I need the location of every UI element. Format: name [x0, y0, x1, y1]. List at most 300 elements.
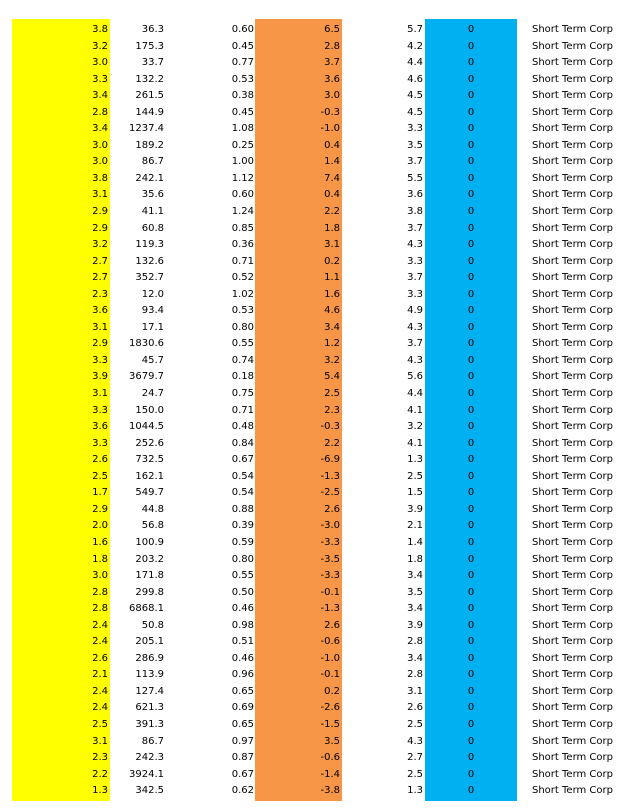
col-d-cell: 3.4 — [324, 321, 340, 333]
col-a-cell: 2.9 — [92, 503, 108, 515]
table-row — [0, 237, 636, 254]
col-d-cell: 3.5 — [324, 735, 340, 747]
col-b-cell: 261.5 — [135, 90, 164, 102]
col-g-cell: Short Term Corp — [532, 785, 613, 797]
col-b-cell: 203.2 — [135, 553, 164, 565]
col-a-cell: 1.8 — [92, 553, 108, 565]
col-c-cell: 0.50 — [231, 586, 254, 598]
col-f-cell: 0 — [467, 785, 475, 797]
col-f-cell: 0 — [467, 454, 475, 466]
col-c-cell: 1.08 — [231, 123, 254, 135]
col-a-cell: 3.8 — [92, 24, 108, 35]
col-d-cell: -1.4 — [320, 768, 340, 780]
col-b-cell: 342.5 — [135, 785, 164, 797]
col-f-cell: 0 — [467, 371, 475, 383]
col-e-cell: 3.7 — [407, 338, 423, 350]
col-c-cell: 0.18 — [231, 371, 254, 383]
table-row — [0, 700, 636, 717]
col-e-cell: 4.5 — [407, 106, 423, 118]
col-d-cell: -0.6 — [320, 636, 340, 648]
col-a-cell: 2.9 — [92, 206, 108, 218]
col-b-cell: 549.7 — [135, 487, 164, 499]
col-d-cell: 1.1 — [324, 272, 340, 284]
col-e-cell: 4.2 — [407, 40, 423, 52]
col-e-cell: 3.4 — [407, 603, 423, 615]
col-c-cell: 0.77 — [231, 57, 254, 69]
col-d-cell: 7.4 — [324, 172, 340, 184]
table-row — [0, 717, 636, 734]
col-f-cell: 0 — [467, 702, 475, 714]
col-e-cell: 3.2 — [407, 421, 423, 433]
col-d-cell: -0.3 — [320, 106, 340, 118]
col-c-cell: 0.97 — [231, 735, 254, 747]
col-b-cell: 119.3 — [135, 239, 164, 251]
col-a-cell: 2.6 — [92, 652, 108, 664]
col-g-cell: Short Term Corp — [532, 685, 613, 697]
col-a-cell: 3.2 — [92, 239, 108, 251]
col-c-cell: 0.80 — [231, 553, 254, 565]
col-c-cell: 0.96 — [231, 669, 254, 681]
col-b-cell: 162.1 — [135, 470, 164, 482]
col-a-cell: 3.6 — [92, 305, 108, 317]
col-e-cell: 2.5 — [407, 718, 423, 730]
col-c-cell: 0.46 — [231, 603, 254, 615]
col-g-cell: Short Term Corp — [532, 437, 613, 449]
col-c-cell: 0.67 — [231, 768, 254, 780]
col-f-cell: 0 — [467, 189, 475, 201]
col-f-cell: 0 — [467, 222, 475, 234]
col-f-cell: 0 — [467, 570, 475, 582]
col-d-cell: -2.6 — [320, 702, 340, 714]
col-d-cell: 3.1 — [324, 239, 340, 251]
col-b-cell: 252.6 — [135, 437, 164, 449]
col-a-cell: 1.6 — [92, 536, 108, 548]
table-row — [0, 585, 636, 602]
col-f-cell: 0 — [467, 718, 475, 730]
col-e-cell: 4.6 — [407, 73, 423, 85]
col-f-cell: 0 — [467, 90, 475, 102]
col-d-cell: -0.6 — [320, 752, 340, 764]
col-b-cell: 242.1 — [135, 172, 164, 184]
col-f-cell: 0 — [467, 437, 475, 449]
col-f-cell: 0 — [467, 669, 475, 681]
col-e-cell: 3.1 — [407, 685, 423, 697]
col-f-cell: 0 — [467, 652, 475, 664]
col-g-cell: Short Term Corp — [532, 718, 613, 730]
col-g-cell: Short Term Corp — [532, 388, 613, 400]
table-row — [0, 403, 636, 420]
col-f-cell: 0 — [467, 520, 475, 532]
table-row — [0, 750, 636, 767]
col-d-cell: -0.1 — [320, 669, 340, 681]
col-a-cell: 2.6 — [92, 454, 108, 466]
table-row — [0, 734, 636, 751]
col-g-cell: Short Term Corp — [532, 586, 613, 598]
col-b-cell: 127.4 — [135, 685, 164, 697]
col-d-cell: 1.6 — [324, 288, 340, 300]
col-b-cell: 299.8 — [135, 586, 164, 598]
col-e-cell: 3.3 — [407, 123, 423, 135]
col-a-cell: 3.1 — [92, 321, 108, 333]
col-e-cell: 3.6 — [407, 189, 423, 201]
col-e-cell: 2.5 — [407, 768, 423, 780]
col-d-cell: -3.0 — [320, 520, 340, 532]
table-row — [0, 204, 636, 221]
col-b-cell: 352.7 — [135, 272, 164, 284]
col-g-cell: Short Term Corp — [532, 636, 613, 648]
col-f-cell: 0 — [467, 139, 475, 151]
table-row — [0, 485, 636, 502]
col-a-cell: 3.4 — [92, 123, 108, 135]
col-b-cell: 6868.1 — [129, 603, 164, 615]
col-f-cell: 0 — [467, 752, 475, 764]
col-e-cell: 1.8 — [407, 553, 423, 565]
col-f-cell: 0 — [467, 57, 475, 69]
table-row — [0, 651, 636, 668]
col-d-cell: -0.3 — [320, 421, 340, 433]
table-row — [0, 154, 636, 171]
table-row — [0, 369, 636, 386]
col-e-cell: 2.6 — [407, 702, 423, 714]
col-f-cell: 0 — [467, 338, 475, 350]
col-e-cell: 4.5 — [407, 90, 423, 102]
col-b-cell: 189.2 — [135, 139, 164, 151]
col-d-cell: -3.5 — [320, 553, 340, 565]
col-f-cell: 0 — [467, 24, 475, 35]
table-row — [0, 667, 636, 684]
col-d-cell: 3.0 — [324, 90, 340, 102]
col-c-cell: 0.51 — [231, 636, 254, 648]
col-e-cell: 1.4 — [407, 536, 423, 548]
col-a-cell: 3.0 — [92, 570, 108, 582]
col-c-cell: 0.45 — [231, 106, 254, 118]
col-b-cell: 24.7 — [141, 388, 164, 400]
col-a-cell: 2.9 — [92, 338, 108, 350]
col-g-cell: Short Term Corp — [532, 454, 613, 466]
col-b-cell: 41.1 — [141, 206, 164, 218]
col-b-cell: 100.9 — [135, 536, 164, 548]
table-row — [0, 270, 636, 287]
col-b-cell: 1044.5 — [129, 421, 164, 433]
table-row — [0, 55, 636, 72]
col-e-cell: 3.9 — [407, 503, 423, 515]
col-f-cell: 0 — [467, 172, 475, 184]
col-g-cell: Short Term Corp — [532, 24, 613, 35]
col-c-cell: 0.65 — [231, 685, 254, 697]
col-c-cell: 0.48 — [231, 421, 254, 433]
table-row — [0, 105, 636, 122]
table-row — [0, 535, 636, 552]
col-e-cell: 5.5 — [407, 172, 423, 184]
table-row — [0, 452, 636, 469]
col-f-cell: 0 — [467, 603, 475, 615]
col-g-cell: Short Term Corp — [532, 354, 613, 366]
col-f-cell: 0 — [467, 536, 475, 548]
col-b-cell: 3679.7 — [129, 371, 164, 383]
col-g-cell: Short Term Corp — [532, 288, 613, 300]
col-c-cell: 0.60 — [231, 189, 254, 201]
col-f-cell: 0 — [467, 388, 475, 400]
col-a-cell: 3.9 — [92, 371, 108, 383]
col-f-cell: 0 — [467, 421, 475, 433]
col-c-cell: 0.55 — [231, 570, 254, 582]
col-a-cell: 1.7 — [92, 487, 108, 499]
col-e-cell: 2.5 — [407, 470, 423, 482]
table-row — [0, 353, 636, 370]
col-c-cell: 0.54 — [231, 487, 254, 499]
col-f-cell: 0 — [467, 685, 475, 697]
col-d-cell: 3.2 — [324, 354, 340, 366]
col-a-cell: 2.4 — [92, 702, 108, 714]
col-c-cell: 0.53 — [231, 73, 254, 85]
col-f-cell: 0 — [467, 636, 475, 648]
col-d-cell: 0.2 — [324, 685, 340, 697]
table-row — [0, 22, 636, 39]
table-row — [0, 336, 636, 353]
table-row — [0, 568, 636, 585]
table-row — [0, 618, 636, 635]
col-a-cell: 3.8 — [92, 172, 108, 184]
col-e-cell: 2.8 — [407, 636, 423, 648]
table-row — [0, 634, 636, 651]
col-e-cell: 4.1 — [407, 404, 423, 416]
col-g-cell: Short Term Corp — [532, 106, 613, 118]
col-a-cell: 2.4 — [92, 685, 108, 697]
col-b-cell: 205.1 — [135, 636, 164, 648]
col-e-cell: 1.3 — [407, 785, 423, 797]
col-c-cell: 0.84 — [231, 437, 254, 449]
col-e-cell: 3.5 — [407, 586, 423, 598]
col-g-cell: Short Term Corp — [532, 189, 613, 201]
col-a-cell: 3.1 — [92, 189, 108, 201]
data-table — [0, 22, 636, 800]
col-d-cell: 2.5 — [324, 388, 340, 400]
col-g-cell: Short Term Corp — [532, 536, 613, 548]
col-b-cell: 36.3 — [141, 24, 164, 35]
col-a-cell: 3.3 — [92, 354, 108, 366]
col-d-cell: -1.3 — [320, 603, 340, 615]
col-f-cell: 0 — [467, 73, 475, 85]
col-e-cell: 2.1 — [407, 520, 423, 532]
col-a-cell: 2.0 — [92, 520, 108, 532]
col-b-cell: 44.8 — [141, 503, 164, 515]
col-b-cell: 621.3 — [135, 702, 164, 714]
col-f-cell: 0 — [467, 255, 475, 267]
col-d-cell: 2.6 — [324, 503, 340, 515]
col-a-cell: 2.3 — [92, 752, 108, 764]
col-d-cell: 0.4 — [324, 139, 340, 151]
col-d-cell: 0.2 — [324, 255, 340, 267]
col-g-cell: Short Term Corp — [532, 735, 613, 747]
col-g-cell: Short Term Corp — [532, 371, 613, 383]
col-f-cell: 0 — [467, 106, 475, 118]
col-c-cell: 1.00 — [231, 156, 254, 168]
col-e-cell: 3.7 — [407, 272, 423, 284]
col-d-cell: -3.8 — [320, 785, 340, 797]
col-f-cell: 0 — [467, 206, 475, 218]
col-e-cell: 2.7 — [407, 752, 423, 764]
col-a-cell: 3.4 — [92, 90, 108, 102]
col-e-cell: 3.7 — [407, 156, 423, 168]
col-c-cell: 1.02 — [231, 288, 254, 300]
table-row — [0, 469, 636, 486]
table-row — [0, 138, 636, 155]
col-b-cell: 113.9 — [135, 669, 164, 681]
col-b-cell: 17.1 — [141, 321, 164, 333]
col-g-cell: Short Term Corp — [532, 603, 613, 615]
col-a-cell: 2.8 — [92, 106, 108, 118]
col-c-cell: 0.74 — [231, 354, 254, 366]
col-c-cell: 0.55 — [231, 338, 254, 350]
col-g-cell: Short Term Corp — [532, 255, 613, 267]
col-a-cell: 2.1 — [92, 669, 108, 681]
col-a-cell: 2.7 — [92, 255, 108, 267]
col-d-cell: 2.6 — [324, 619, 340, 631]
col-d-cell: -6.9 — [320, 454, 340, 466]
col-g-cell: Short Term Corp — [532, 206, 613, 218]
col-b-cell: 1830.6 — [129, 338, 164, 350]
table-row — [0, 419, 636, 436]
col-a-cell: 2.5 — [92, 718, 108, 730]
col-e-cell: 1.3 — [407, 454, 423, 466]
col-c-cell: 1.24 — [231, 206, 254, 218]
col-g-cell: Short Term Corp — [532, 57, 613, 69]
table-row — [0, 171, 636, 188]
col-a-cell: 1.3 — [92, 785, 108, 797]
col-a-cell: 3.3 — [92, 73, 108, 85]
col-a-cell: 3.6 — [92, 421, 108, 433]
col-f-cell: 0 — [467, 768, 475, 780]
col-b-cell: 150.0 — [135, 404, 164, 416]
col-f-cell: 0 — [467, 156, 475, 168]
col-g-cell: Short Term Corp — [532, 156, 613, 168]
col-e-cell: 3.4 — [407, 570, 423, 582]
col-b-cell: 175.3 — [135, 40, 164, 52]
col-d-cell: 3.6 — [324, 73, 340, 85]
col-a-cell: 3.0 — [92, 156, 108, 168]
col-d-cell: -2.5 — [320, 487, 340, 499]
table-row — [0, 221, 636, 238]
col-c-cell: 0.71 — [231, 404, 254, 416]
col-b-cell: 286.9 — [135, 652, 164, 664]
col-a-cell: 2.2 — [92, 768, 108, 780]
col-d-cell: 5.4 — [324, 371, 340, 383]
col-g-cell: Short Term Corp — [532, 305, 613, 317]
col-b-cell: 60.8 — [141, 222, 164, 234]
col-e-cell: 3.7 — [407, 222, 423, 234]
col-f-cell: 0 — [467, 553, 475, 565]
col-g-cell: Short Term Corp — [532, 123, 613, 135]
col-g-cell: Short Term Corp — [532, 40, 613, 52]
col-a-cell: 3.3 — [92, 404, 108, 416]
table-row — [0, 518, 636, 535]
col-g-cell: Short Term Corp — [532, 239, 613, 251]
col-b-cell: 45.7 — [141, 354, 164, 366]
col-d-cell: -1.3 — [320, 470, 340, 482]
col-a-cell: 3.3 — [92, 437, 108, 449]
col-a-cell: 2.5 — [92, 470, 108, 482]
col-b-cell: 732.5 — [135, 454, 164, 466]
col-b-cell: 3924.1 — [129, 768, 164, 780]
col-f-cell: 0 — [467, 272, 475, 284]
col-c-cell: 0.25 — [231, 139, 254, 151]
col-a-cell: 3.2 — [92, 40, 108, 52]
col-e-cell: 4.3 — [407, 239, 423, 251]
col-c-cell: 0.88 — [231, 503, 254, 515]
col-f-cell: 0 — [467, 487, 475, 499]
col-c-cell: 0.46 — [231, 652, 254, 664]
col-d-cell: -1.0 — [320, 123, 340, 135]
table-row — [0, 767, 636, 784]
col-c-cell: 0.69 — [231, 702, 254, 714]
col-d-cell: 4.6 — [324, 305, 340, 317]
col-b-cell: 93.4 — [141, 305, 164, 317]
col-b-cell: 132.2 — [135, 73, 164, 85]
col-c-cell: 0.59 — [231, 536, 254, 548]
table-row — [0, 320, 636, 337]
col-e-cell: 3.5 — [407, 139, 423, 151]
col-e-cell: 2.8 — [407, 669, 423, 681]
col-c-cell: 0.67 — [231, 454, 254, 466]
col-d-cell: 1.4 — [324, 156, 340, 168]
col-b-cell: 50.8 — [141, 619, 164, 631]
table-row — [0, 436, 636, 453]
col-a-cell: 2.9 — [92, 222, 108, 234]
col-b-cell: 391.3 — [135, 718, 164, 730]
col-e-cell: 4.4 — [407, 388, 423, 400]
col-g-cell: Short Term Corp — [532, 139, 613, 151]
col-f-cell: 0 — [467, 40, 475, 52]
col-e-cell: 5.6 — [407, 371, 423, 383]
col-b-cell: 86.7 — [141, 156, 164, 168]
col-b-cell: 35.6 — [141, 189, 164, 201]
col-c-cell: 0.54 — [231, 470, 254, 482]
col-e-cell: 4.3 — [407, 735, 423, 747]
col-g-cell: Short Term Corp — [532, 421, 613, 433]
col-g-cell: Short Term Corp — [532, 503, 613, 515]
col-d-cell: -1.5 — [320, 718, 340, 730]
col-c-cell: 0.39 — [231, 520, 254, 532]
table-row — [0, 684, 636, 701]
table-row — [0, 187, 636, 204]
col-d-cell: -1.0 — [320, 652, 340, 664]
table-row — [0, 502, 636, 519]
col-e-cell: 3.9 — [407, 619, 423, 631]
col-f-cell: 0 — [467, 305, 475, 317]
table-row — [0, 39, 636, 56]
col-d-cell: 6.5 — [324, 24, 340, 35]
table-row — [0, 552, 636, 569]
col-a-cell: 2.8 — [92, 603, 108, 615]
table-row — [0, 303, 636, 320]
col-c-cell: 0.71 — [231, 255, 254, 267]
col-g-cell: Short Term Corp — [532, 272, 613, 284]
col-d-cell: 2.2 — [324, 437, 340, 449]
col-f-cell: 0 — [467, 735, 475, 747]
col-g-cell: Short Term Corp — [532, 338, 613, 350]
col-f-cell: 0 — [467, 470, 475, 482]
col-e-cell: 1.5 — [407, 487, 423, 499]
col-b-cell: 144.9 — [135, 106, 164, 118]
col-e-cell: 4.1 — [407, 437, 423, 449]
col-c-cell: 0.87 — [231, 752, 254, 764]
table-row — [0, 783, 636, 800]
col-g-cell: Short Term Corp — [532, 669, 613, 681]
col-e-cell: 4.4 — [407, 57, 423, 69]
col-a-cell: 2.3 — [92, 288, 108, 300]
col-d-cell: 1.2 — [324, 338, 340, 350]
col-b-cell: 171.8 — [135, 570, 164, 582]
